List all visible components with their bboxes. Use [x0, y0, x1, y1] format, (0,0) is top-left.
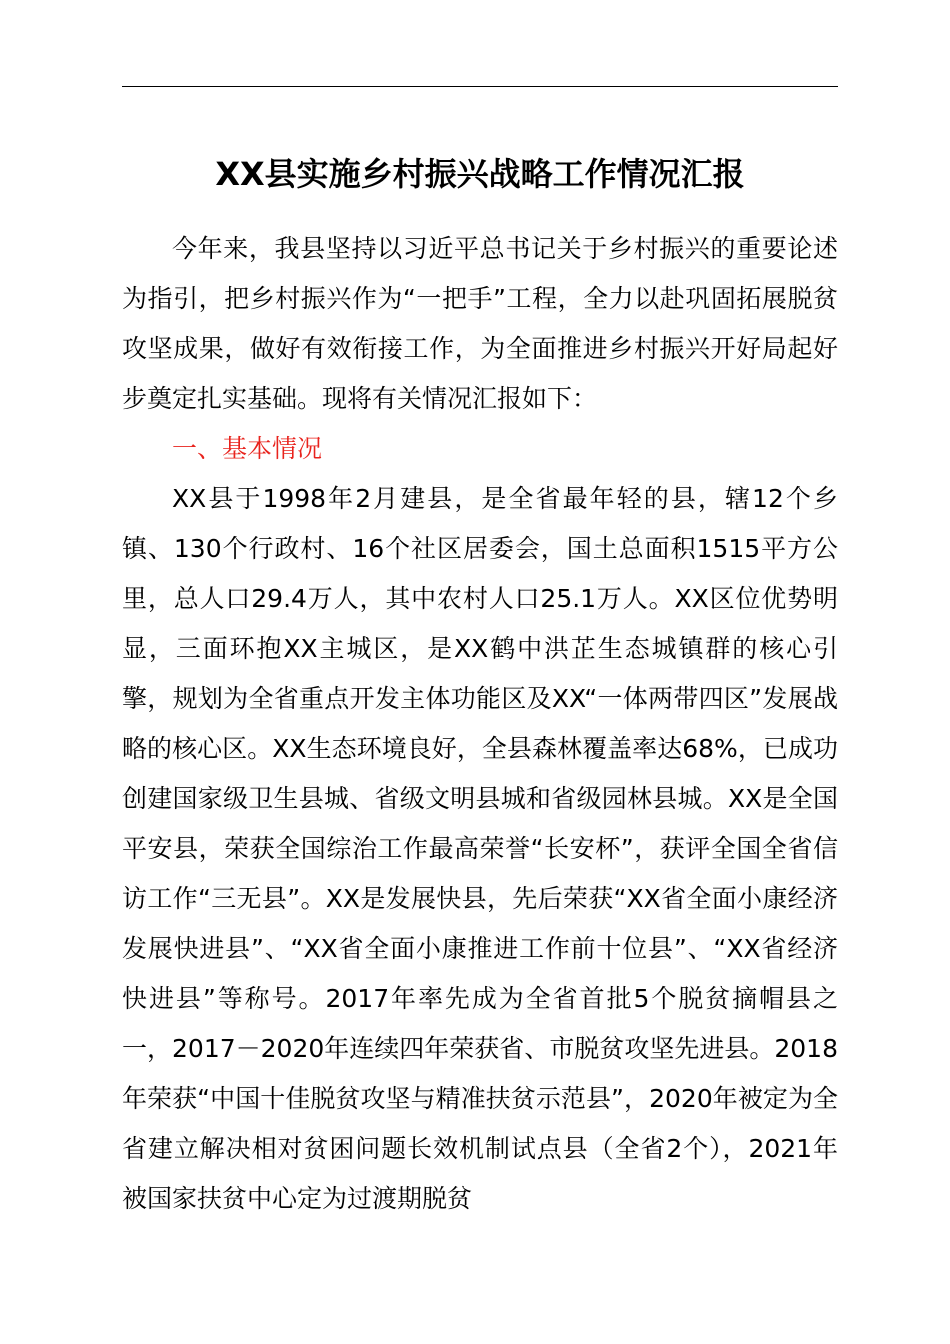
header-rule — [122, 86, 838, 87]
document-title: XX县实施乡村振兴战略工作情况汇报 — [215, 155, 745, 193]
section-heading-basic-situation: 一、基本情况 — [172, 434, 323, 463]
intro-paragraph: 今年来，我县坚持以习近平总书记关于乡村振兴的重要论述为指引，把乡村振兴作为“一把手”工程，全力以赴巩固拓展脱贫攻坚成果，做好有效衔接工作，为全面推进乡村振兴开好局起好步奠定扎实基础。现将有关情况汇报如下： — [122, 234, 838, 413]
document-body — [122, 224, 838, 1224]
basic-situation-paragraph: XX县于1998年2月建县，是全省最年轻的县，辖12个乡镇、130个行政村、16个社区居委会，国土总面积1515平方公里，总人口29.4万人，其中农村人口25.1万人。XX区位优势明显，三面环抱XX主城区，是XX鹤中洪芷生态城镇群的核心引擎，规划为全省重点开发主体功能区及XX“一体两带四区”发展战略的核心区。XX生态环境良好，全县森林覆盖率达68%，已成功创建国家级卫生县城、省级文明县城和省级园林县城。XX是全国平安县，荣获全国综治工作最高荣誉“长安杯”，获评全国全省信访工作“三无县”。XX是发展快县，先后荣获“XX省全面小康经济发展快进县”、“XX省全面小康推进工作前十位县”、“XX省经济快进县”等称号。2017年率先成为全省首批5个脱贫摘帽县之一，2017－2020年连续四年荣获省、市脱贫攻坚先进县。2018年荣获“中国十佳脱贫攻坚与精准扶贫示范县”，2020年被定为全省建立解决相对贫困问题长效机制试点县（全省2个），2021年被国家扶贫中心定为过渡期脱贫 — [122, 484, 838, 1213]
